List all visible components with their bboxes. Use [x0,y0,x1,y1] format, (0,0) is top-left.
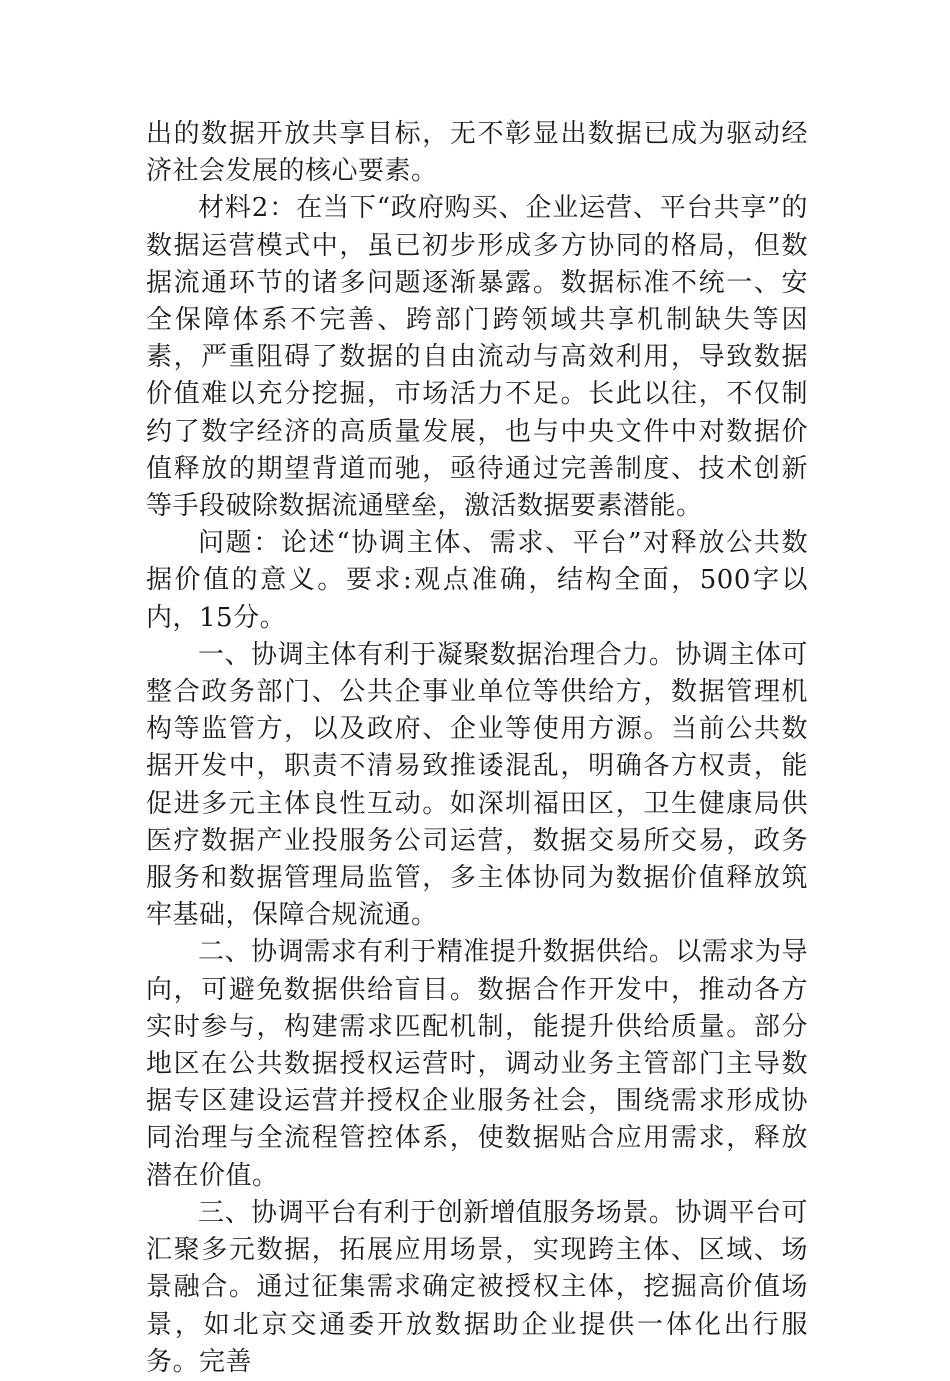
paragraph-question: 问题：论述“协调主体、需求、平台”对释放公共数据价值的意义。要求:观点准确，结构全面，500字以内，15分。 [146,528,808,633]
paragraph-point-1: 一、协调主体有利于凝聚数据治理合力。协调主体可整合政务部门、公共企事业单位等供给方，数据管理机构等监管方，以及政府、企业等使用方源。当前公共数据开发中，职责不清易致推诿混乱，明确各方权责，能促进多元主体良性互动。如深圳福田区，卫生健康局供医疗数据产业投服务公司运营，数据交易所交易，政务服务和数据管理局监管，多主体协同为数据价值释放筑牢基础，保障合规流通。 [146,639,808,931]
paragraph-1: 出的数据开放共享目标，无不彰显出数据已成为驱动经济社会发展的核心要素。 [146,119,808,187]
paragraph-material-2: 材料2：在当下“政府购买、企业运营、平台共享”的数据运营模式中，虽已初步形成多方协同的格局，但数据流通环节的诸多问题逐渐暴露。数据标准不统一、安全保障体系不完善、跨部门跨领域共享机制缺失等因素，严重阻碍了数据的自由流动与高效利用，导致数据价值难以充分挖掘，市场活力不足。长此以往，不仅制约了数字经济的高质量发展，也与中央文件中对数据价值释放的期望背道而驰，亟待通过完善制度、技术创新等手段破除数据流通壁垒，激活数据要素潜能。 [146,193,808,522]
paragraph-point-2: 二、协调需求有利于精准提升数据供给。以需求为导向，可避免数据供给盲目。数据合作开发中，推动各方实时参与，构建需求匹配机制，能提升供给质量。部分地区在公共数据授权运营时，调动业务主管部门主导数据专区建设运营并授权企业服务社会，围绕需求形成协同治理与全流程管控体系，使数据贴合应用需求，释放潜在价值。 [146,937,808,1191]
paragraph-point-3: 三、协调平台有利于创新增值服务场景。协调平台可汇聚多元数据，拓展应用场景，实现跨主体、区域、场景融合。通过征集需求确定被授权主体，挖掘高价值场景，如北京交通委开放数据助企业提供一体化出行服务。完善 [146,1197,808,1377]
document-body [146,116,808,1381]
